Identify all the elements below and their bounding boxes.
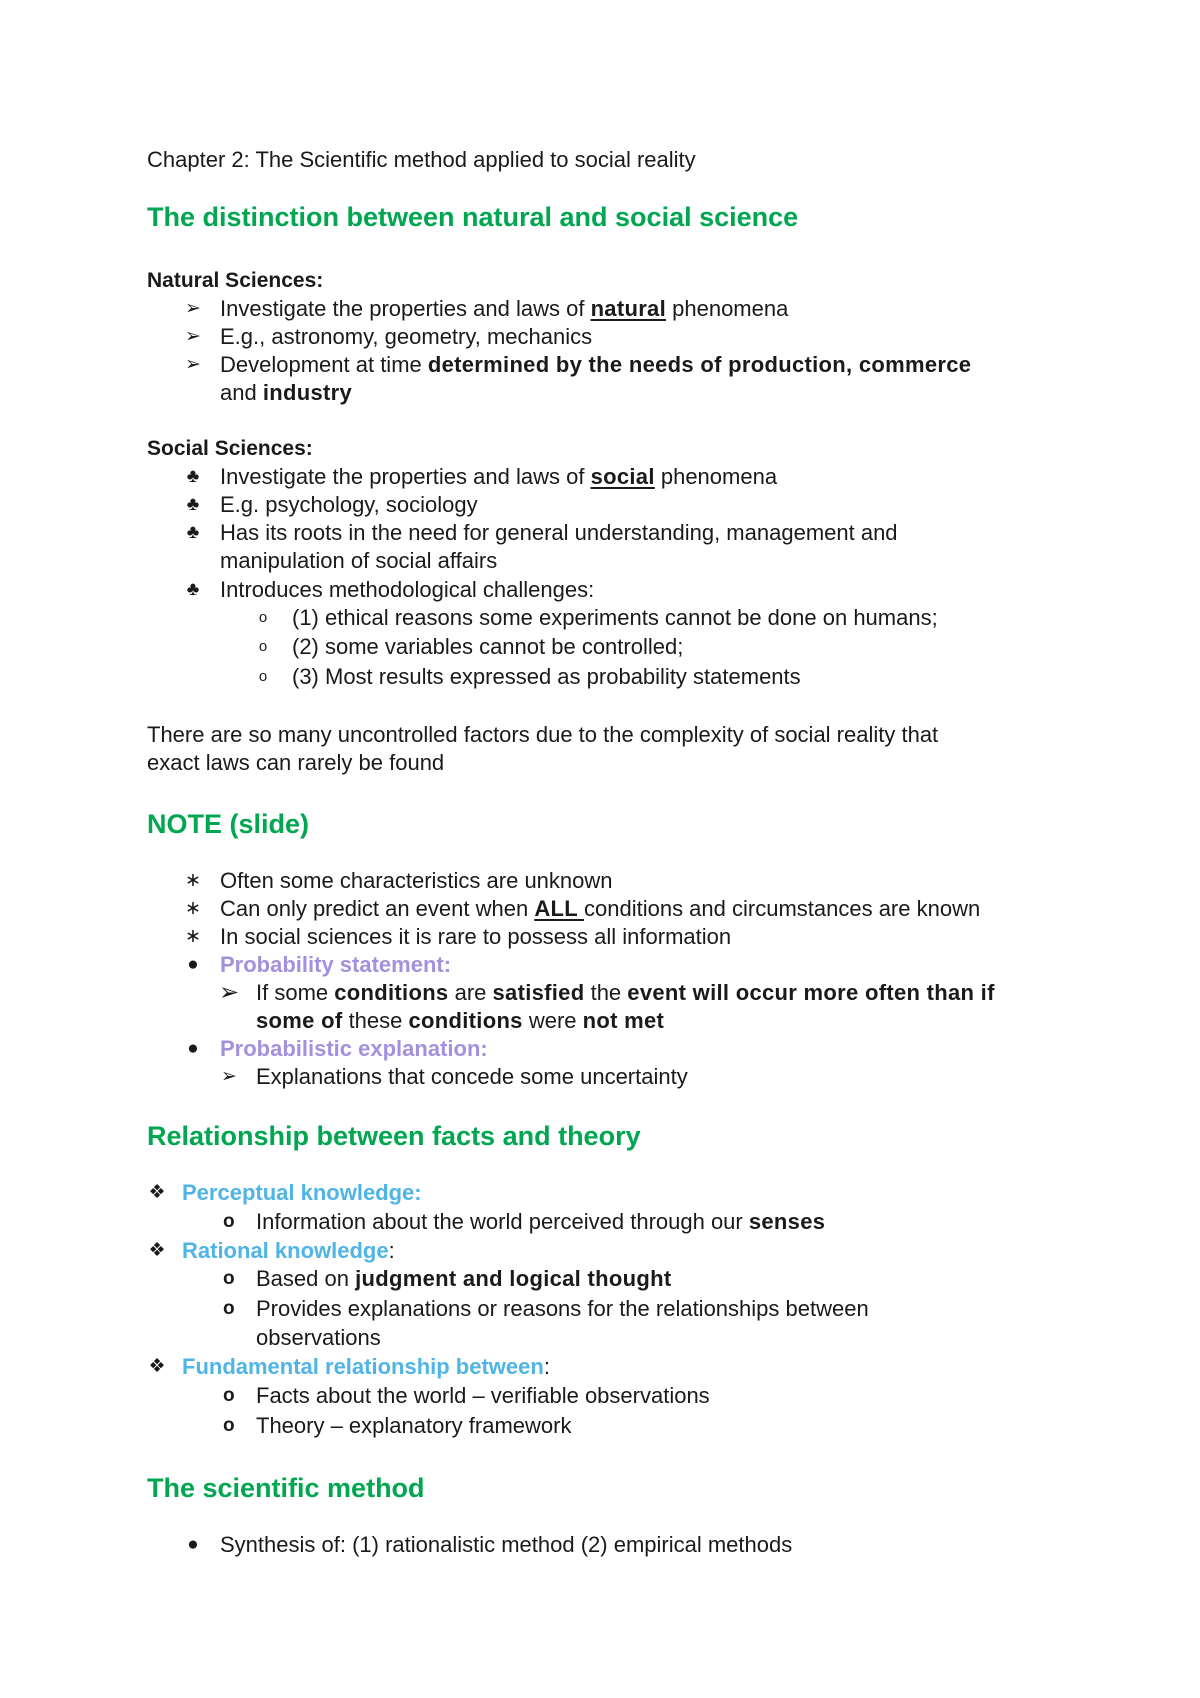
probability-statement-line-2: some of these conditions were not met bbox=[256, 1008, 665, 1033]
challenge-3: (3) Most results expressed as probability statements bbox=[292, 664, 801, 689]
diamond-bullet-icon: ❖ bbox=[148, 1356, 166, 1377]
arrow-bullet-icon: ➢ bbox=[185, 298, 201, 319]
note-bullet-1: Often some characteristics are unknown bbox=[220, 868, 613, 893]
section-heading-scientific-method: The scientific method bbox=[147, 1473, 425, 1503]
circle-bullet-icon: o bbox=[223, 1385, 235, 1406]
diamond-bullet-icon: ❖ bbox=[148, 1182, 166, 1203]
fundamental-item-1: Facts about the world – verifiable observations bbox=[256, 1383, 710, 1408]
fundamental-item-2: Theory – explanatory framework bbox=[256, 1413, 572, 1438]
section-heading-facts-theory: Relationship between facts and theory bbox=[147, 1121, 641, 1151]
circle-bullet-icon: o bbox=[258, 638, 268, 655]
section-heading-natural-vs-social: The distinction between natural and social science bbox=[147, 202, 799, 232]
social-bullet-2: E.g. psychology, sociology bbox=[220, 492, 478, 517]
natural-bullet-2: E.g., astronomy, geometry, mechanics bbox=[220, 324, 593, 349]
paragraph-line-1: There are so many uncontrolled factors due to the complexity of social reality that bbox=[147, 722, 939, 747]
section-heading-note-slide: NOTE (slide) bbox=[147, 809, 310, 839]
natural-sciences-label: Natural Sciences: bbox=[147, 269, 324, 292]
asterisk-bullet-icon: ∗ bbox=[185, 870, 201, 891]
note-bullet-2: Can only predict an event when ALL conditions and circumstances are known bbox=[220, 896, 981, 921]
club-bullet-icon: ♣ bbox=[186, 466, 200, 487]
rational-item-1: Based on judgment and logical thought bbox=[256, 1266, 672, 1291]
social-bullet-3: Has its roots in the need for general understanding, management and bbox=[220, 520, 898, 545]
asterisk-bullet-icon: ∗ bbox=[185, 898, 201, 919]
circle-bullet-icon: o bbox=[258, 668, 268, 685]
natural-bullet-1: Investigate the properties and laws of natural phenomena bbox=[220, 296, 789, 321]
perceptual-item-1: Information about the world perceived through our senses bbox=[256, 1209, 826, 1234]
note-bullet-3: In social sciences it is rare to possess all information bbox=[220, 924, 732, 949]
circle-bullet-icon: o bbox=[223, 1268, 235, 1289]
circle-bullet-icon: o bbox=[223, 1415, 235, 1436]
rational-knowledge-label: Rational knowledge: bbox=[182, 1238, 395, 1263]
club-bullet-icon: ♣ bbox=[186, 522, 200, 543]
method-bullet-1: Synthesis of: (1) rationalistic method (2) empirical methods bbox=[220, 1532, 793, 1557]
social-sciences-label: Social Sciences: bbox=[147, 437, 313, 460]
challenge-2: (2) some variables cannot be controlled; bbox=[292, 634, 684, 659]
social-bullet-1: Investigate the properties and laws of social phenomena bbox=[220, 464, 778, 489]
fundamental-relationship-label: Fundamental relationship between: bbox=[182, 1354, 550, 1379]
arrow-bullet-icon: ➢ bbox=[221, 1066, 237, 1087]
rational-item-2: Provides explanations or reasons for the relationships between bbox=[256, 1296, 869, 1321]
circle-bullet-icon: o bbox=[223, 1211, 235, 1232]
probability-statement-label: Probability statement: bbox=[220, 952, 452, 977]
rational-item-2-continued: observations bbox=[256, 1325, 381, 1350]
diamond-bullet-icon: ❖ bbox=[148, 1240, 166, 1261]
dot-bullet-icon: ● bbox=[187, 1534, 199, 1555]
circle-bullet-icon: o bbox=[258, 609, 268, 626]
arrow-bullet-icon: ➢ bbox=[185, 326, 201, 347]
paragraph-line-2: exact laws can rarely be found bbox=[147, 750, 445, 775]
probabilistic-explanation-line: Explanations that concede some uncertainty bbox=[256, 1064, 688, 1089]
circle-bullet-icon: o bbox=[223, 1298, 235, 1319]
asterisk-bullet-icon: ∗ bbox=[185, 926, 201, 947]
perceptual-knowledge-label: Perceptual knowledge: bbox=[182, 1180, 422, 1205]
natural-bullet-3: Development at time determined by the needs of production, commerce bbox=[220, 352, 972, 377]
social-bullet-3-continued: manipulation of social affairs bbox=[220, 548, 498, 573]
probability-statement-line-1: If some conditions are satisfied the event will occur more often than if bbox=[256, 980, 995, 1005]
dot-bullet-icon: ● bbox=[187, 1038, 199, 1059]
challenge-1: (1) ethical reasons some experiments cannot be done on humans; bbox=[292, 605, 938, 630]
arrow-bullet-icon: ➢ bbox=[218, 979, 240, 1006]
chapter-title: Chapter 2: The Scientific method applied to social reality bbox=[147, 147, 696, 172]
dot-bullet-icon: ● bbox=[187, 954, 199, 975]
probabilistic-explanation-label: Probabilistic explanation: bbox=[220, 1036, 488, 1061]
club-bullet-icon: ♣ bbox=[186, 494, 200, 515]
natural-bullet-3-continued: and industry bbox=[220, 380, 353, 405]
club-bullet-icon: ♣ bbox=[186, 579, 200, 600]
arrow-bullet-icon: ➢ bbox=[185, 354, 201, 375]
social-bullet-4: Introduces methodological challenges: bbox=[220, 577, 595, 602]
